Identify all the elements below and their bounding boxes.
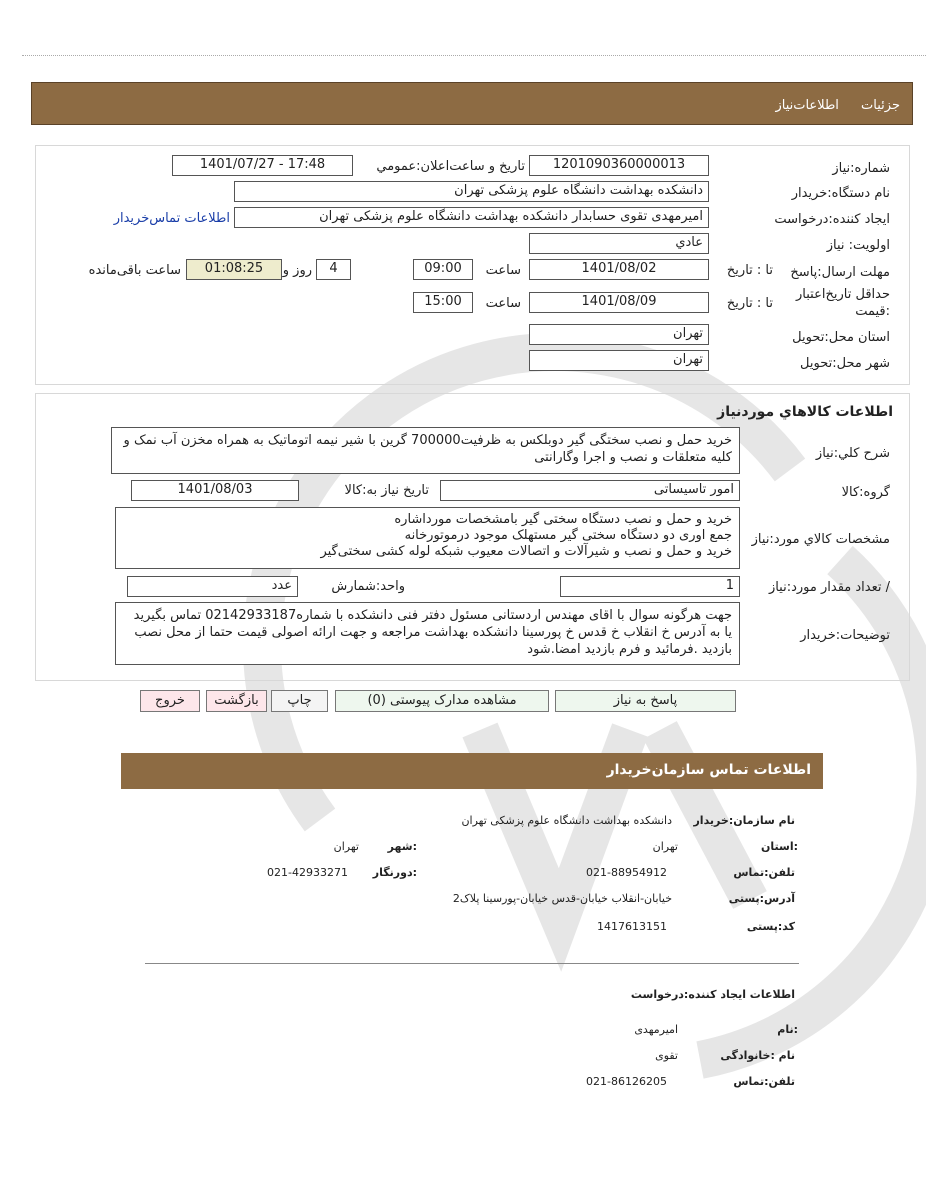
validity-date-field: 1401/08/09 [529, 292, 709, 313]
priority-label: اولویت: نیاز [826, 238, 890, 253]
creator-phone-value: 021-86126205 [586, 1075, 667, 1088]
deadline-to-date-label: تا : تاریخ [726, 263, 773, 278]
request-number-field: 1201090360000013 [529, 155, 709, 176]
contact-phone-value: 021-88954912 [586, 866, 667, 879]
contact-city-value: تهران [333, 840, 359, 853]
buyer-contact-header-bar: اطلاعات تماس سازمان‌خریدار [121, 753, 823, 789]
general-desc-field: خرید حمل و نصب سختگی گیر دوبلکس به ظرفیت700000 گرین با شیر نیمه اتوماتیک به همراه مخزن آب نمک و کلیه متعلقات و نصب و اجرا وگارانتی [111, 427, 740, 474]
goods-section-title: اطلاعات کالاهاي موردنیاز [717, 404, 893, 420]
view-attachments-button[interactable]: مشاهده مدارک پیوستی (0) [335, 690, 549, 712]
days-label: روز و [282, 263, 312, 278]
announce-date-label: تاریخ و ساعت‌اعلان:عمومي [376, 159, 525, 174]
buyer-label: نام دستگاه:خریدار [791, 186, 890, 201]
goods-spec-line: خرید و حمل و نصب دستگاه سختی گیر بامشخصات مورداشاره [394, 512, 732, 527]
goods-spec-line: خرید و حمل و نصب و شیرآلات و اتصالات معیوب شبکه لوله کشی سختی‌گیر [320, 544, 732, 559]
top-divider [22, 55, 926, 56]
contact-phone-label: تلفن:تماس [733, 866, 795, 879]
creator-info-title: اطلاعات ایجاد کننده:درخواست [630, 988, 795, 1001]
delivery-province-label: استان محل:تحویل [792, 330, 890, 345]
goods-spec-field [115, 507, 740, 569]
priority-field: عادي [529, 233, 709, 254]
fax-value: 021-42933271 [267, 866, 348, 879]
contact-province-value: تهران [652, 840, 678, 853]
quantity-label: / تعداد مقدار مورد:نیاز [768, 580, 890, 595]
reply-button[interactable]: پاسخ به نیاز [555, 690, 736, 712]
creator-family-value: تقوی [655, 1049, 678, 1062]
validity-label-line1: حداقل تاریخ‌اعتبار [796, 287, 890, 302]
deadline-date-field: 1401/08/02 [529, 259, 709, 280]
announce-date-field: 1401/07/27 - 17:48 [172, 155, 353, 176]
validity-label-line2: :قیمت [855, 304, 890, 319]
deadline-label: مهلت ارسال:پاسخ [790, 265, 890, 280]
delivery-city-label: شهر محل:تحویل [800, 356, 890, 371]
delivery-city-field: تهران [529, 350, 709, 371]
goods-spec-label: مشخصات کالاي مورد:نیاز [751, 532, 890, 547]
buyer-notes-label: توضیحات:خریدار [800, 628, 890, 643]
creator-field: امیرمهدی تقوی حسابدار دانشکده بهداشت دانشگاه علوم پزشکی تهران [234, 207, 709, 228]
creator-label: ایجاد کننده:درخواست [774, 212, 890, 227]
deadline-time-label: ساعت [485, 263, 521, 278]
creator-name-value: امیرمهدی [634, 1023, 678, 1036]
request-number-label: شماره:نیاز [832, 161, 890, 176]
tab-need-info[interactable]: اطلاعات‌نیاز [775, 98, 839, 113]
remaining-time-field: 01:08:25 [186, 259, 282, 280]
delivery-province-field: تهران [529, 324, 709, 345]
postal-address-label: آدرس:پستی [728, 892, 795, 905]
unit-label: واحد:شمارش [331, 579, 405, 594]
validity-time-field: 15:00 [413, 292, 473, 313]
unit-field: عدد [127, 576, 298, 597]
creator-phone-label: تلفن:تماس [733, 1075, 795, 1088]
remaining-time-label: ساعت باقی‌مانده [88, 263, 181, 278]
quantity-field: 1 [560, 576, 740, 597]
days-remaining-field: 4 [316, 259, 351, 280]
need-date-label: تاریخ نیاز به:کالا [344, 483, 429, 498]
need-date-field: 1401/08/03 [131, 480, 299, 501]
buyer-contact-link[interactable]: اطلاعات تماس‌خریدار [113, 211, 230, 226]
tab-details[interactable]: جزئیات [861, 98, 900, 113]
org-name-value: دانشکده بهداشت دانشگاه علوم پزشکی تهران [461, 814, 672, 827]
print-button[interactable]: چاپ [271, 690, 328, 712]
back-button[interactable]: بازگشت [206, 690, 267, 712]
postal-code-label: کد:پستی [746, 920, 795, 933]
creator-name-label: :نام [777, 1023, 798, 1036]
creator-family-label: نام :خانوادگی [720, 1049, 795, 1062]
postal-address-value: خیابان-انقلاب خیابان-قدس خیابان-پورسینا پلاک2 [452, 892, 672, 905]
org-name-label: نام سازمان:خریدار [693, 814, 795, 827]
validity-time-label: ساعت [485, 296, 521, 311]
goods-spec-line: جمع اوری دو دستگاه سختی گیر مستهلک موجود درموتورخانه [404, 528, 732, 543]
buyer-field: دانشکده بهداشت دانشگاه علوم پزشکی تهران [234, 181, 709, 202]
contact-province-label: :استان [761, 840, 798, 853]
goods-group-field: امور تاسیساتی [440, 480, 740, 501]
contact-city-label: :شهر [387, 840, 417, 853]
contact-divider [145, 963, 799, 964]
validity-to-date-label: تا : تاریخ [726, 296, 773, 311]
exit-button[interactable]: خروج [140, 690, 200, 712]
deadline-time-field: 09:00 [413, 259, 473, 280]
postal-code-value: 1417613151 [597, 920, 667, 933]
fax-label: :دورنگار [372, 866, 417, 879]
goods-group-label: گروه:کالا [841, 485, 890, 500]
buyer-notes-field: جهت هرگونه سوال با اقای مهندس اردستانی مسئول دفتر فنی دانشکده با شماره02142933187 تماس بگیرید یا به آدرس خ انقلاب خ قدس خ پورسینا دانشکده بهداشت مراجعه و جهت ارائه اصولی قیمت حتما از محل نصب بازدید .فرمائید و فرم بازدید امضا.شود [115, 602, 740, 665]
general-desc-label: شرح کلي:نیاز [815, 446, 890, 461]
details-header-bar [31, 82, 913, 125]
